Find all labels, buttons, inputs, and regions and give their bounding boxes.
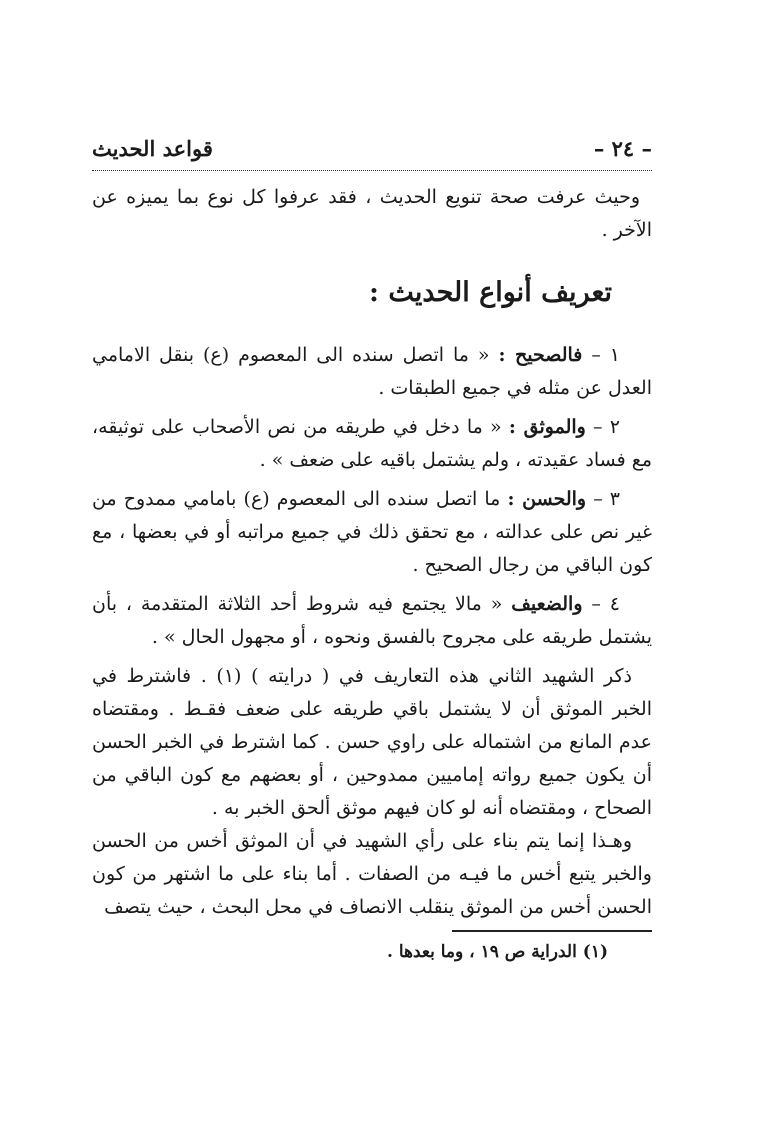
definition-text: « ما اتصل سنده الى المعصوم (ع) بنقل الامامي العدل عن مثله في جميع الطبقات . — [92, 344, 652, 399]
definition-item — [92, 339, 652, 405]
definitions-list — [92, 339, 652, 654]
page-number: – ٢٤ – — [593, 136, 652, 161]
definition-number: ٤ – — [591, 593, 620, 615]
book-page — [92, 130, 652, 1030]
intro-paragraph: وحيث عرفت صحة تنويع الحديث ، فقد عرفوا كل نوع بما يميزه عن الآخر . — [92, 186, 652, 241]
definition-item — [92, 588, 652, 654]
definition-item — [92, 483, 652, 582]
footnote-divider — [452, 930, 652, 932]
definition-text: « مالا يجتمع فيه شروط أحد الثلاثة المتقدمة ، بأن يشتمل طريقه على مجروح بالفسق ونحوه ، أو مجهول الحال » . — [92, 593, 652, 648]
definition-number: ٣ – — [593, 488, 621, 510]
section-heading: تعريف أنواع الحديث : — [369, 277, 612, 308]
definition-number: ٢ – — [593, 416, 620, 438]
definition-term: والحسن : — [507, 488, 587, 510]
body-paragraph: ذكر الشهيد الثاني هذه التعاريف في ( درايته ) (١) . فاشترط في الخبر الموثق أن لا يشتمل باقي طريقه على ضعف فقـط . ومقتضاه عدم المانع من اشتماله على راوي حسن . كما اشترط في الخبر الحسن أن يكون جميع رواته إماميين ممدوحين ، أو بعضهم مع كون الباقي من الصحاح ، ومقتضاه أنه لو كان فيهم موثق ألحق الخبر به . — [92, 665, 652, 819]
definition-item — [92, 411, 652, 477]
definition-term: والضعيف — [511, 593, 583, 615]
definition-term: فالصحيح : — [498, 344, 583, 366]
book-title: قواعد الحديث — [92, 136, 213, 161]
footnote: (١) الدراية ص ١٩ ، وما بعدها . — [387, 942, 608, 962]
definition-number: ١ – — [591, 344, 620, 366]
body-paragraph: وهـذا إنما يتم بناء على رأي الشهيد في أن الموثق أخس من الحسن والخبر يتبع أخس ما فيـه من الصفات . أما بناء على ما اشتهر من كون الحسن أخس من الموثق ينقلب الانصاف في محل البحث ، حيث يتصف — [92, 830, 652, 918]
definition-text: ما اتصل سنده الى المعصوم (ع) بامامي ممدوح من غير نص على عدالته ، مع تحقق ذلك في جميع مراتبه أو في بعضها ، مع كون الباقي من رجال الصحيح . — [92, 488, 652, 576]
definition-term: والموثق : — [508, 416, 586, 438]
running-header — [92, 130, 652, 171]
definition-text: « ما دخل في طريقه من نص الأصحاب على توثيقه، مع فساد عقيدته ، ولم يشتمل باقيه على ضعف » . — [92, 416, 652, 471]
